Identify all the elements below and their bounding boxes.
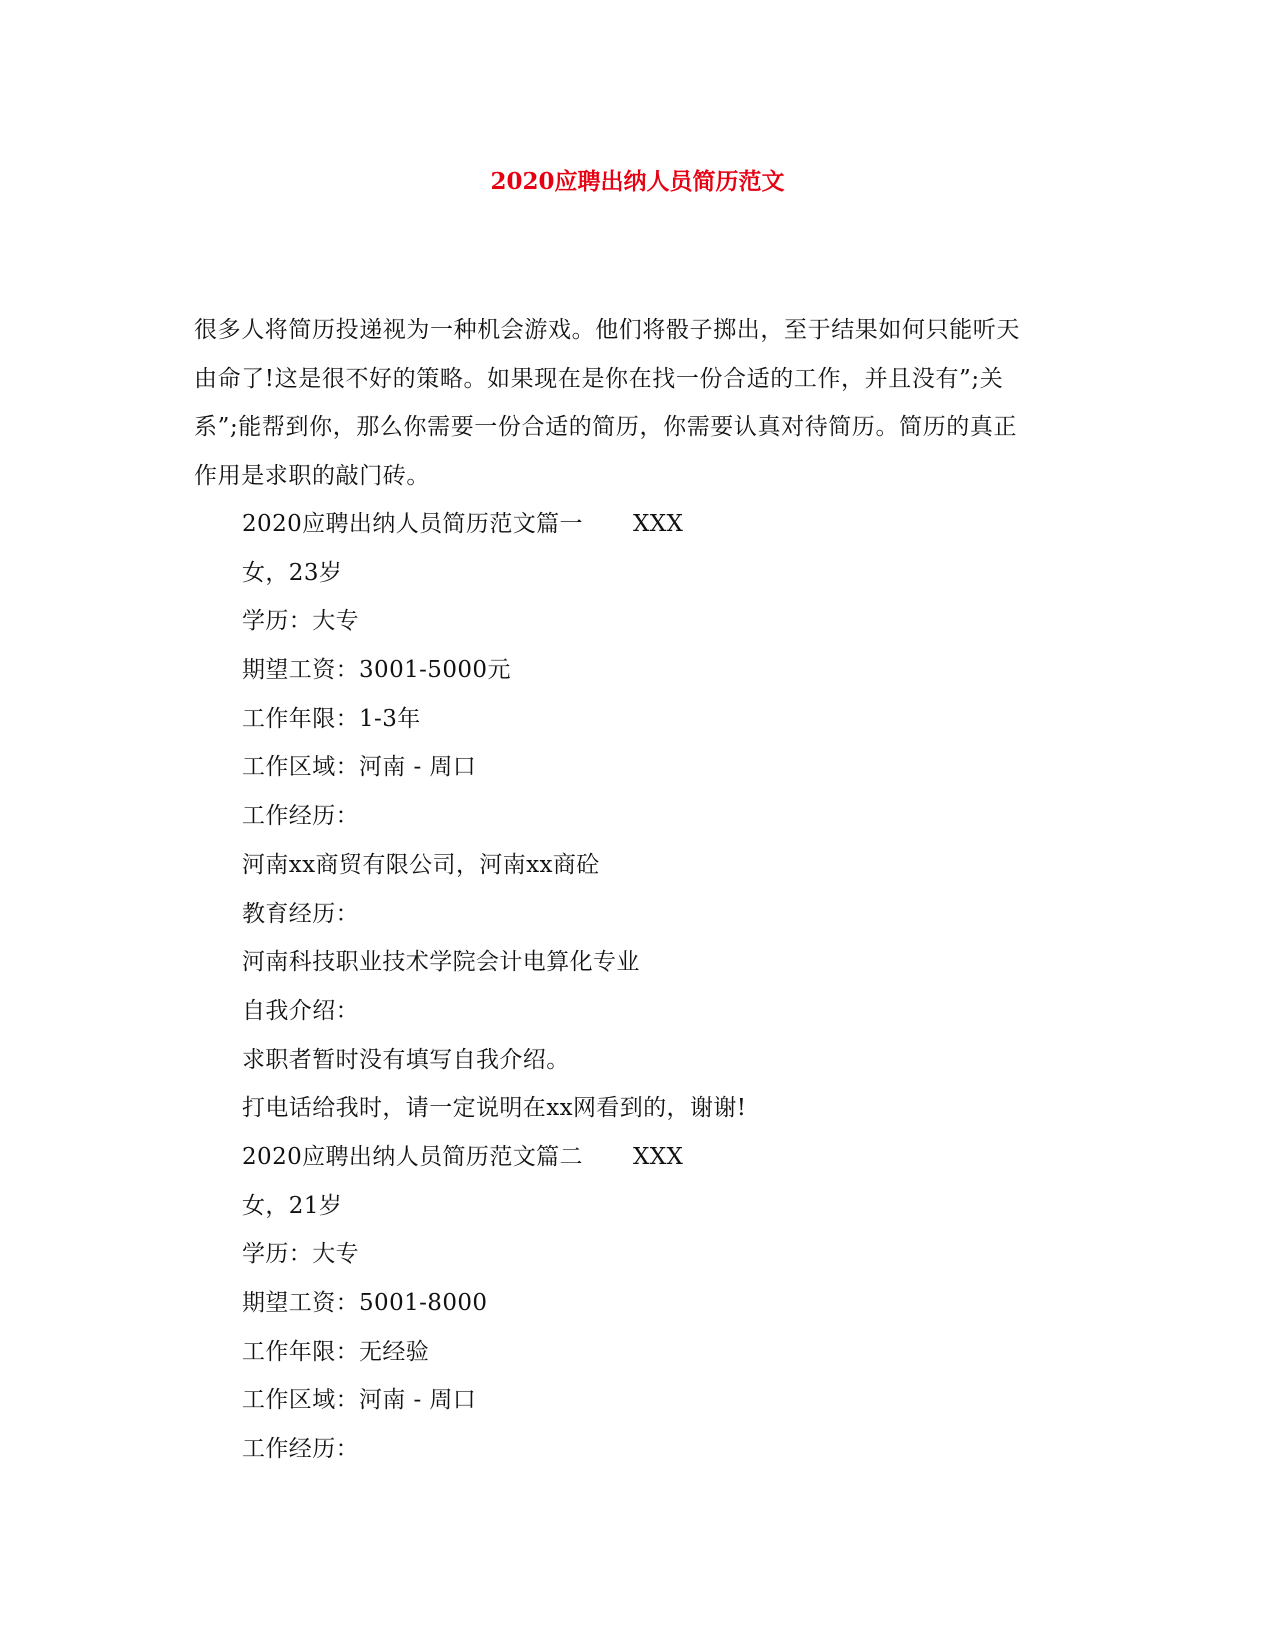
document-title: 2020应聘出纳人员简历范文 [490,168,785,195]
resume-heading-text: 2020应聘出纳人员简历范文篇一 [242,511,583,537]
resume-heading-2 [242,1133,1102,1182]
resume-line: 河南科技职业技术学院会计电算化专业 [242,949,640,976]
resume-line: 女，21岁 [242,1192,343,1219]
resume-line: 工作年限：无经验 [242,1338,430,1365]
resume-line: 工作年限：1-3年 [242,705,421,732]
resume-name: XXX [632,1143,684,1170]
intro-line: 作用是求职的敲门砖。 [194,462,430,489]
resume-line: 工作经历： [242,803,359,830]
intro-line: 由命了!这是很不好的策略。如果现在是你在找一份合适的工作，并且没有”;关 [194,365,1004,392]
intro-line: 很多人将简历投递视为一种机会游戏。他们将骰子掷出，至于结果如何只能听天 [194,317,1020,343]
resume-line: 求职者暂时没有填写自我介绍。 [242,1046,570,1073]
resume-name: XXX [632,511,684,537]
resume-line: 工作区域：河南 - 周口 [242,1387,477,1414]
resume-line: 工作经历： [242,1436,359,1463]
resume-line: 期望工资：5001-8000 [242,1290,488,1316]
resume-line: 河南xx商贸有限公司，河南xx商砼 [242,851,600,878]
resume-line: 自我介绍： [242,997,359,1024]
resume-line: 打电话给我时，请一定说明在xx网看到的，谢谢! [242,1095,747,1122]
resume-line: 教育经历： [242,900,359,927]
resume-lines [242,500,1102,1474]
resume-heading-text: 2020应聘出纳人员简历范文篇二 [242,1143,583,1170]
resume-line: 学历：大专 [242,608,359,635]
resume-line: 学历：大专 [242,1241,359,1268]
resume-line: 工作区域：河南 - 周口 [242,754,477,781]
intro-paragraph [194,306,1094,500]
resume-line: 期望工资：3001-5000元 [242,657,511,684]
intro-line: 系”;能帮到你，那么你需要一份合适的简历，你需要认真对待简历。简历的真正 [194,414,1018,440]
resume-heading-1 [242,500,1102,549]
resume-line: 女，23岁 [242,559,343,586]
